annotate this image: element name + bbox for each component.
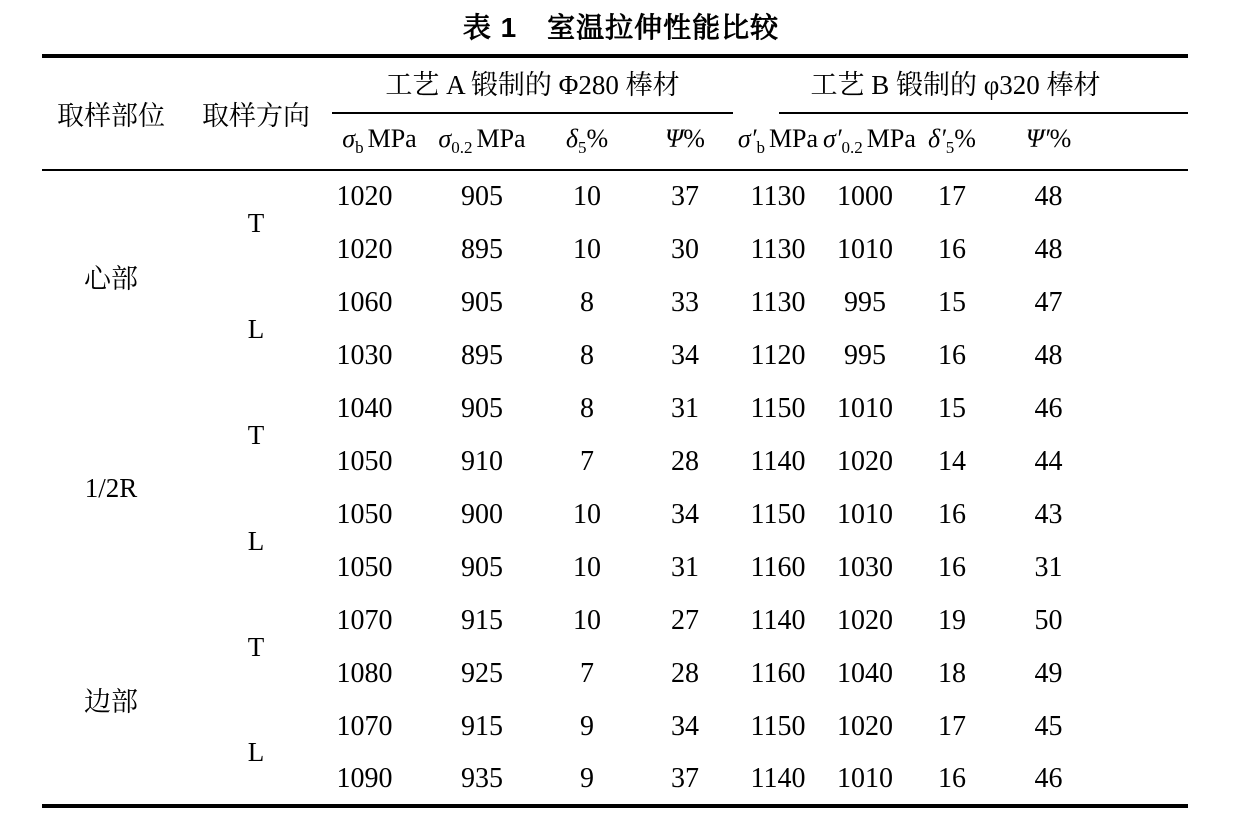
value-cell: 16: [938, 233, 966, 265]
value-cell: 1000: [837, 181, 893, 212]
value-cell: 1020: [837, 710, 893, 742]
location-cell: 1/2R: [84, 472, 138, 503]
value-cell: 1020: [837, 604, 893, 636]
value-cell: 10: [573, 604, 601, 636]
value-cell: 8: [580, 392, 594, 424]
value-cell: 895: [461, 339, 503, 371]
table-row: [42, 170, 1188, 223]
value-cell: 31: [671, 392, 699, 424]
header-direction: 取样方向: [180, 56, 332, 170]
value-cell: 1050: [336, 551, 393, 583]
value-cell: 1140: [750, 604, 806, 636]
location-cell: 心部: [84, 264, 138, 294]
header-group-b-label: 工艺 B 锻制的 φ320 棒材: [779, 58, 1188, 114]
value-cell: 1040: [837, 657, 893, 689]
value-cell: 1120: [750, 339, 806, 371]
value-cell: 27: [671, 604, 699, 636]
value-cell: 31: [1034, 551, 1063, 583]
value-cell: 1010: [837, 762, 893, 794]
value-cell: 37: [671, 762, 699, 794]
value-cell: 1150: [750, 392, 806, 424]
value-cell: 1050: [336, 445, 393, 477]
table-row: [42, 594, 1188, 647]
header-row-groups: [42, 56, 1188, 114]
value-cell: 905: [461, 551, 503, 583]
value-cell: 905: [461, 181, 503, 212]
subheader-delta-5-prime: $\delta'_5\%$: [907, 114, 997, 170]
table-row: [42, 488, 1188, 541]
value-cell: 14: [938, 445, 966, 477]
subheader-psi: Ψ%: [637, 114, 733, 170]
value-cell: 16: [938, 498, 966, 530]
location-cell: 边部: [84, 686, 138, 717]
value-cell: 1060: [336, 286, 393, 318]
value-cell: 17: [938, 710, 966, 742]
value-cell: 10: [573, 233, 601, 265]
value-cell: 9: [580, 762, 594, 794]
subheader-psi-prime: Ψ′%: [997, 114, 1188, 170]
direction-cell: L: [247, 313, 265, 344]
header-location: 取样部位: [42, 56, 180, 170]
value-cell: 905: [461, 392, 503, 424]
value-cell: 1130: [750, 181, 806, 212]
value-cell: 46: [1034, 762, 1063, 794]
value-cell: 1130: [750, 233, 806, 265]
value-cell: 1020: [837, 445, 893, 477]
value-cell: 10: [573, 551, 601, 583]
value-cell: 1010: [837, 498, 893, 530]
header-group-a: [332, 56, 733, 114]
value-cell: 1010: [837, 233, 893, 265]
value-cell: 48: [1034, 339, 1063, 371]
value-cell: 1070: [336, 710, 393, 742]
subheader-sigma-b: $\sigma_b$ MPa: [332, 114, 427, 170]
value-cell: 50: [1034, 604, 1063, 636]
value-cell: 34: [671, 339, 699, 371]
value-cell: 16: [938, 762, 966, 794]
value-cell: 44: [1034, 445, 1063, 477]
value-cell: 28: [671, 445, 699, 477]
value-cell: 46: [1034, 392, 1063, 424]
value-cell: 1140: [750, 445, 806, 477]
value-cell: 1040: [336, 392, 393, 424]
value-cell: 995: [844, 286, 886, 318]
value-cell: 1020: [336, 233, 393, 265]
value-cell: 1070: [336, 604, 393, 636]
value-cell: 37: [671, 181, 699, 212]
value-cell: 1020: [336, 181, 393, 212]
subheader-sigma-02: $\sigma_{0.2}$ MPa: [427, 114, 537, 170]
value-cell: 15: [938, 286, 966, 318]
value-cell: 48: [1034, 181, 1063, 212]
value-cell: 910: [461, 445, 503, 477]
value-cell: 1050: [336, 498, 393, 530]
value-cell: 1010: [837, 392, 893, 424]
value-cell: 915: [461, 604, 503, 636]
value-cell: 1130: [750, 286, 806, 318]
direction-cell: L: [247, 736, 265, 767]
tensile-properties-table: [42, 54, 1188, 808]
value-cell: 17: [938, 181, 966, 212]
value-cell: 995: [844, 339, 886, 371]
value-cell: 47: [1034, 286, 1063, 318]
value-cell: 900: [461, 498, 503, 530]
value-cell: 905: [461, 286, 503, 318]
direction-cell: T: [247, 419, 265, 450]
value-cell: 935: [461, 762, 503, 794]
value-cell: 15: [938, 392, 966, 424]
value-cell: 34: [671, 498, 699, 530]
value-cell: 8: [580, 339, 594, 371]
value-cell: 1150: [750, 710, 806, 742]
value-cell: 28: [671, 657, 699, 689]
subheader-sigma-b-prime: $\sigma'_b$ MPa: [733, 114, 823, 170]
value-cell: 1150: [750, 498, 806, 530]
value-cell: 31: [671, 551, 699, 583]
value-cell: 19: [938, 604, 966, 636]
value-cell: 1160: [750, 551, 806, 583]
value-cell: 43: [1034, 498, 1063, 530]
table-row: [42, 700, 1188, 753]
table-title-label: 表 1: [462, 12, 518, 43]
value-cell: 45: [1034, 710, 1063, 742]
value-cell: 1160: [750, 657, 806, 689]
header-group-b: [733, 56, 1188, 114]
table-row: [42, 382, 1188, 435]
table-title: [0, 6, 1242, 46]
value-cell: 49: [1034, 657, 1063, 689]
value-cell: 7: [580, 445, 594, 477]
value-cell: 34: [671, 710, 699, 742]
subheader-sigma-02-prime: $\sigma'_{0.2}$ MPa: [823, 114, 907, 170]
direction-cell: T: [247, 631, 265, 662]
value-cell: 48: [1034, 233, 1063, 265]
value-cell: 9: [580, 710, 594, 742]
value-cell: 895: [461, 233, 503, 265]
value-cell: 10: [573, 498, 601, 530]
direction-cell: T: [247, 208, 265, 238]
value-cell: 1030: [336, 339, 393, 371]
value-cell: 16: [938, 339, 966, 371]
value-cell: 33: [671, 286, 699, 318]
value-cell: 1080: [336, 657, 393, 689]
value-cell: 10: [573, 181, 601, 212]
header-group-a-label: 工艺 A 锻制的 Φ280 棒材: [332, 58, 733, 114]
value-cell: 1140: [750, 762, 806, 794]
subheader-delta-5: $\delta_5\%$: [537, 114, 637, 170]
direction-cell: L: [247, 525, 265, 556]
value-cell: 18: [938, 657, 966, 689]
value-cell: 16: [938, 551, 966, 583]
value-cell: 8: [580, 286, 594, 318]
value-cell: 1090: [336, 762, 393, 794]
value-cell: 925: [461, 657, 503, 689]
value-cell: 30: [671, 233, 699, 265]
value-cell: 915: [461, 710, 503, 742]
table-title-text: 室温拉伸性能比较: [547, 12, 780, 43]
value-cell: 7: [580, 657, 594, 689]
value-cell: 1030: [837, 551, 893, 583]
table-row: [42, 276, 1188, 329]
